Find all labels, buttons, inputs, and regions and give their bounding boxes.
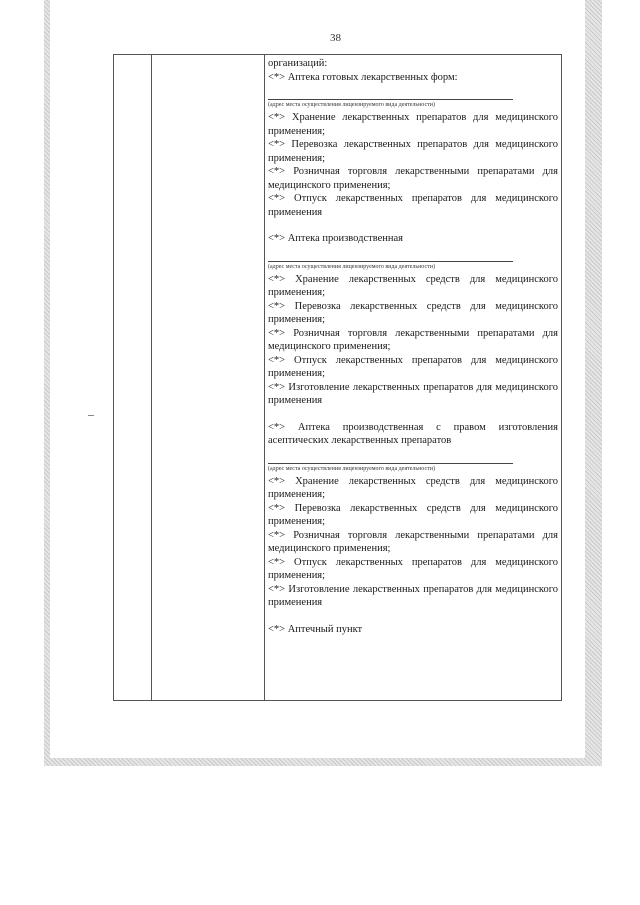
activity-item: <*> Перевозка лекарственных средств для медицинского применения; (268, 502, 558, 527)
table-column-divider-2 (264, 54, 265, 701)
section-production-pharmacy (268, 232, 558, 408)
address-blank-line (268, 463, 513, 464)
activity-item: <*> Розничная торговля лекарственными препаратами для медицинского применения; (268, 327, 558, 352)
activity-item: <*> Розничная торговля лекарственными препаратами для медицинского применения; (268, 166, 558, 191)
activity-item: <*> Отпуск лекарственных препаратов для медицинского применения; (268, 556, 558, 581)
section-aseptic-production-pharmacy (268, 421, 558, 610)
activity-item: <*> Перевозка лекарственных средств для медицинского применения; (268, 300, 558, 325)
activity-item: <*> Отпуск лекарственных препаратов для медицинского применения (268, 193, 558, 218)
section-title: <*> Аптечный пункт (268, 623, 363, 635)
intro-text: организаций: (268, 58, 328, 69)
section-pharmacy-ready-forms (268, 71, 558, 220)
activity-list-cell (268, 57, 558, 636)
activity-item: <*> Изготовление лекарственных препаратов для медицинского применения (268, 583, 558, 608)
section-title: <*> Аптека производственная (268, 233, 403, 244)
address-blank-line (268, 261, 513, 262)
address-caption: (адрес места осуществления лицензируемого вида деятельности) (268, 102, 435, 108)
activity-item: <*> Изготовление лекарственных препаратов для медицинского применения (268, 381, 558, 406)
page-number: 38 (330, 32, 341, 44)
activity-item: <*> Хранение лекарственных препаратов для медицинского применения; (268, 112, 558, 137)
activity-item: <*> Перевозка лекарственных препаратов для медицинского применения; (268, 139, 558, 164)
table-column-divider-1 (151, 54, 152, 701)
section-pharmacy-point (268, 623, 558, 637)
address-caption: (адрес места осуществления лицензируемого вида деятельности) (268, 465, 435, 472)
activity-item: <*> Отпуск лекарственных препаратов для медицинского применения; (268, 354, 558, 379)
activity-item: <*> Хранение лекарственных средств для медицинского применения; (268, 475, 558, 500)
section-title: <*> Аптека готовых лекарственных форм: (268, 71, 458, 83)
section-title: <*> Аптека производственная с правом изготовления асептических лекарственных препаратов (268, 421, 558, 446)
address-blank-line (268, 99, 513, 100)
address-caption: (адрес места осуществления лицензируемого вида деятельности) (268, 263, 435, 270)
scan-speck (88, 415, 94, 416)
activity-item: <*> Розничная торговля лекарственными препаратами для медицинского применения; (268, 529, 558, 554)
activity-item: <*> Хранение лекарственных средств для медицинского применения; (268, 273, 558, 298)
